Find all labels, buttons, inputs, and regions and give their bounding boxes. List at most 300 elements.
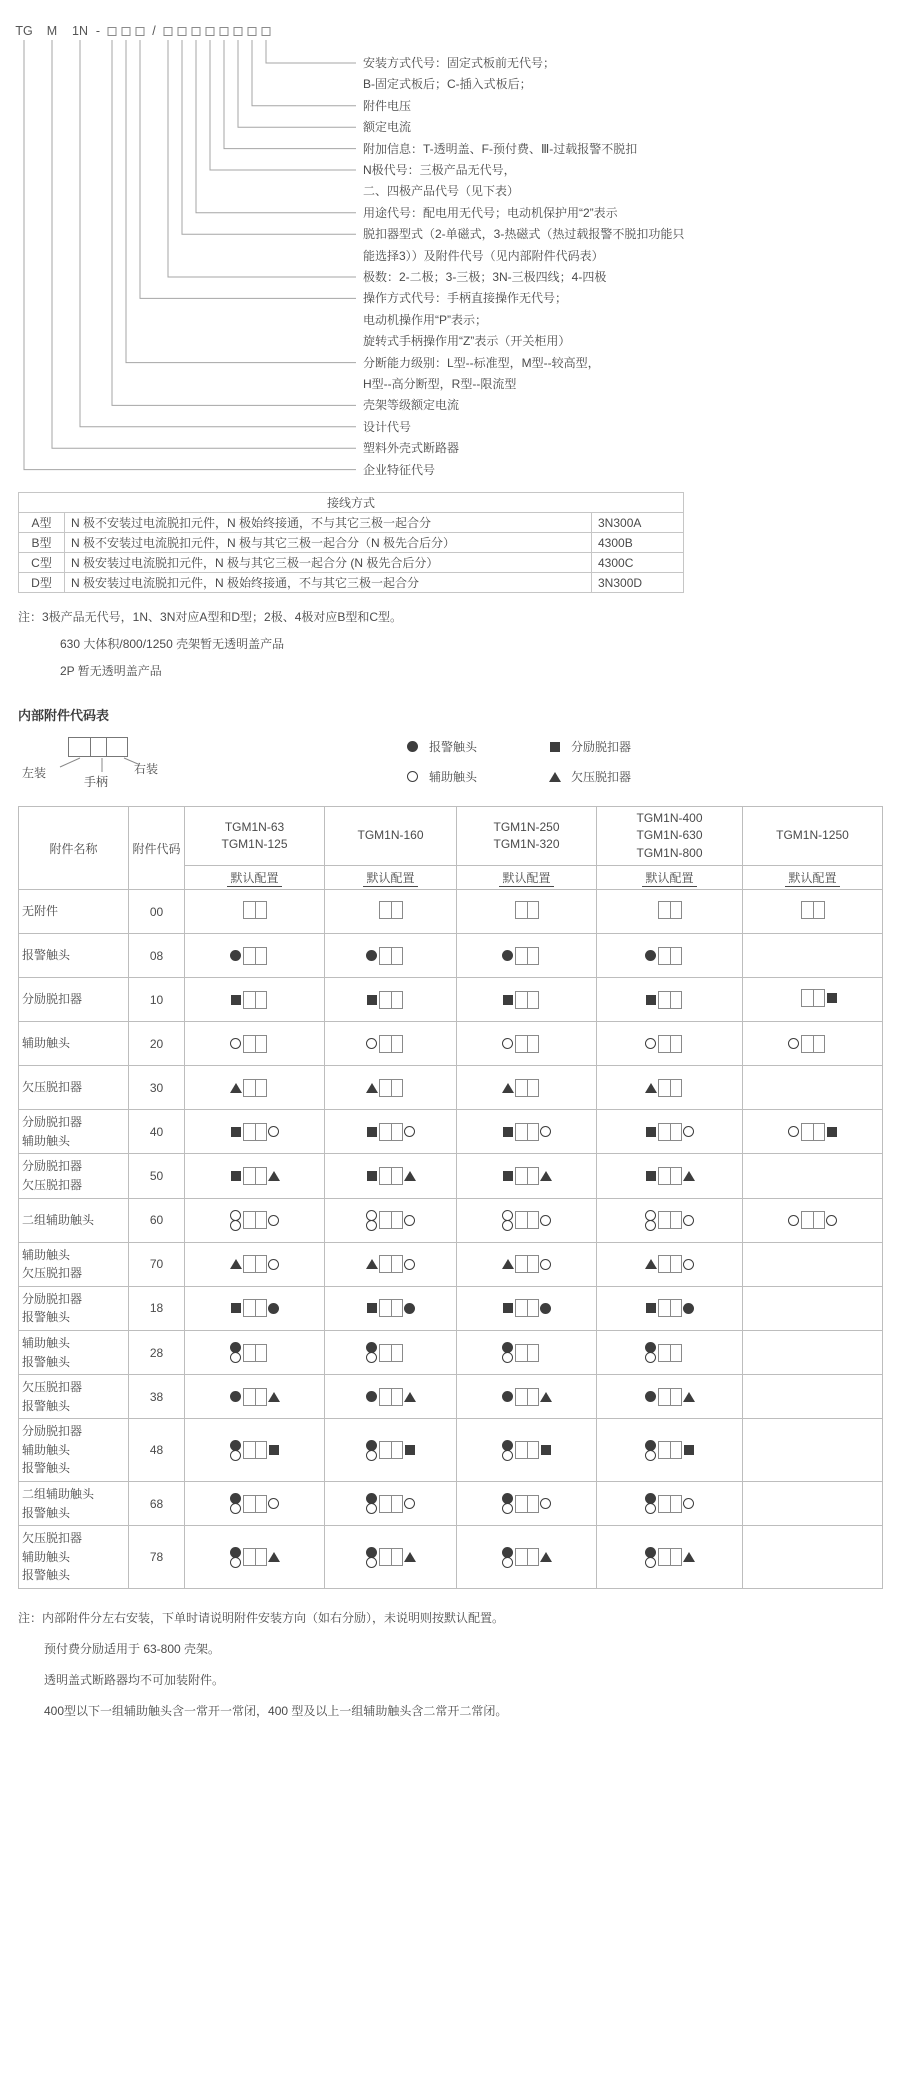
right-mount-slot [825, 1034, 839, 1054]
right-mount-slot [539, 1210, 553, 1230]
left-mount-slot [229, 1122, 243, 1142]
undervoltage-release-icon [366, 1083, 378, 1093]
auxiliary-contact-icon [404, 1498, 415, 1509]
handle-box [515, 1167, 539, 1185]
config-cell [325, 1066, 457, 1110]
right-mount-slot [539, 1166, 553, 1186]
left-mount-slot [644, 1078, 658, 1098]
accessory-code: 10 [129, 978, 185, 1022]
config-diagram [501, 1034, 553, 1054]
right-mount-label: 右装 [134, 762, 159, 776]
accessory-name [19, 1110, 129, 1154]
auxiliary-contact-icon [366, 1557, 377, 1568]
left-mount-slot [229, 1078, 243, 1098]
col-header-model [743, 807, 883, 866]
left-mount-slot [787, 1034, 801, 1054]
col-header-model [325, 807, 457, 866]
model-code-placeholder-box [206, 27, 215, 36]
config-cell [743, 934, 883, 978]
right-mount-slot [682, 1440, 696, 1460]
left-mount-slot [644, 1342, 658, 1363]
accessory-row [19, 934, 883, 978]
accessory-row [19, 1419, 883, 1482]
right-mount-slot [682, 1387, 696, 1407]
wiring-method-table [18, 492, 684, 593]
right-mount-slot [403, 1122, 417, 1142]
auxiliary-contact-icon [683, 1215, 694, 1226]
left-mount-slot [787, 1122, 801, 1142]
auxiliary-contact-icon [788, 1038, 799, 1049]
handle-box [379, 991, 403, 1009]
note-line: 630 大体积/800/1250 壳架暂无透明盖产品 [60, 637, 285, 651]
right-mount-slot [403, 1254, 417, 1274]
config-diagram [501, 1493, 553, 1514]
model-code-label: 企业特征代号 [363, 462, 436, 477]
undervoltage-release-icon [404, 1171, 416, 1181]
config-diagram [501, 1254, 553, 1274]
handle-box [658, 1495, 682, 1513]
auxiliary-contact-icon [230, 1557, 241, 1568]
right-mount-slot [682, 1034, 696, 1054]
legend-symbol [406, 741, 419, 752]
alarm-contact-icon [540, 1303, 551, 1314]
handle-box [379, 1344, 403, 1362]
accessory-row [19, 890, 883, 934]
undervoltage-release-icon [540, 1552, 552, 1562]
config-diagram [787, 1122, 839, 1142]
config-cell [185, 1154, 325, 1198]
accessory-row [19, 1022, 883, 1066]
accessory-name-line: 报警触头 [22, 1354, 71, 1369]
auxiliary-contact-icon [502, 1038, 513, 1049]
connector-line [210, 40, 356, 170]
left-mount-slot [644, 1440, 658, 1461]
accessory-name-line: 报警触头 [22, 948, 71, 963]
handle-box [658, 1035, 682, 1053]
auxiliary-contact-icon [502, 1352, 513, 1363]
accessory-name-line: 二组辅助触头 [22, 1212, 95, 1227]
config-diagram [365, 990, 417, 1010]
right-mount-slot [682, 1078, 696, 1098]
accessory-row [19, 1375, 883, 1419]
auxiliary-contact-icon [407, 771, 418, 782]
config-diagram [644, 946, 696, 966]
handle-box [379, 1079, 403, 1097]
col-header-accessory-code: 附件代码 [129, 807, 185, 890]
config-cell [185, 890, 325, 934]
shunt-release-icon [550, 742, 560, 752]
auxiliary-contact-icon [502, 1557, 513, 1568]
left-mount-slot [365, 900, 379, 920]
config-cell [457, 1242, 597, 1286]
alarm-contact-icon [230, 950, 241, 961]
config-cell [457, 1110, 597, 1154]
config-cell [457, 1022, 597, 1066]
note-line: 透明盖式断路器均不可加装附件。 [44, 1673, 225, 1688]
config-cell [597, 1242, 743, 1286]
config-diagram [229, 1078, 281, 1098]
shunt-release-icon [367, 995, 377, 1005]
model-code-placeholder-box [122, 27, 131, 36]
config-cell [325, 978, 457, 1022]
config-cell [597, 1330, 743, 1374]
right-mount-slot [403, 1547, 417, 1567]
auxiliary-contact-icon [683, 1259, 694, 1270]
handle-area [91, 738, 107, 756]
legend-symbol [548, 742, 561, 752]
accessory-name-line: 欠压脱扣器 [22, 1380, 83, 1395]
model-code-segment: TG [15, 24, 33, 38]
model-name: TGM1N-160 [357, 828, 424, 843]
config-diagram [229, 1122, 281, 1142]
left-mount-slot [501, 1342, 515, 1363]
undervoltage-release-icon [540, 1171, 552, 1181]
config-cell [185, 1482, 325, 1526]
note-line: 400型以下一组辅助触头含一常开一常闭，400 型及以上一组辅助触头含二常开二常闭。 [44, 1704, 508, 1719]
model-code-label: 能选择3））及附件代号（见内部附件代码表） [363, 248, 604, 263]
handle-box [379, 1548, 403, 1566]
handle-box [658, 1548, 682, 1566]
accessory-code: 68 [129, 1482, 185, 1526]
handle-box [379, 1441, 403, 1459]
right-mount-slot [682, 1122, 696, 1142]
accessory-name [19, 1482, 129, 1526]
config-diagram [229, 1034, 281, 1054]
auxiliary-contact-icon [683, 1126, 694, 1137]
right-mount-slot [267, 1440, 281, 1460]
config-cell [743, 1526, 883, 1589]
model-code-separator: / [152, 24, 156, 38]
left-mount-slot [365, 1298, 379, 1318]
config-diagram [501, 990, 553, 1010]
config-cell [457, 1419, 597, 1482]
undervoltage-release-icon [502, 1083, 514, 1093]
accessory-row [19, 1482, 883, 1526]
accessory-row [19, 1330, 883, 1374]
handle-box [658, 991, 682, 1009]
right-mount-slot [539, 990, 553, 1010]
left-mount-slot [365, 1493, 379, 1514]
config-cell [325, 1110, 457, 1154]
config-diagram [644, 1166, 696, 1186]
accessory-code: 30 [129, 1066, 185, 1110]
handle-box [379, 947, 403, 965]
accessory-name-line: 辅助触头 [22, 1133, 71, 1148]
config-diagram [229, 1298, 281, 1318]
accessory-table-title: 内部附件代码表 [18, 708, 110, 723]
config-diagram [365, 1387, 417, 1407]
config-diagram [229, 1547, 281, 1568]
model-name: TGM1N-800 [636, 845, 703, 860]
config-cell [457, 890, 597, 934]
left-mount-slot [787, 1210, 801, 1230]
right-mount-slot [539, 900, 553, 920]
handle-box [658, 1441, 682, 1459]
config-diagram [644, 1547, 696, 1568]
handle-box [379, 901, 403, 919]
shunt-release-icon [367, 1303, 377, 1313]
internal-accessory-section [18, 705, 882, 1719]
auxiliary-contact-icon [230, 1210, 241, 1221]
config-cell [597, 890, 743, 934]
handle-box [515, 1123, 539, 1141]
left-mount-slot [229, 1440, 243, 1461]
accessory-code: 40 [129, 1110, 185, 1154]
auxiliary-contact-icon [366, 1503, 377, 1514]
config-cell [457, 1375, 597, 1419]
right-mount-slot [825, 988, 839, 1008]
left-mount-slot [229, 990, 243, 1010]
config-cell [597, 1482, 743, 1526]
left-mount-slot [501, 1493, 515, 1514]
handle-box [243, 1548, 267, 1566]
accessory-code: 50 [129, 1154, 185, 1198]
accessory-name-line: 分励脱扣器 [22, 992, 83, 1007]
config-diagram [365, 1440, 417, 1461]
config-cell [743, 1419, 883, 1482]
wiring-header-row [19, 493, 684, 513]
right-mount-slot [403, 1078, 417, 1098]
wiring-code: 4300C [592, 553, 684, 573]
handle-box [243, 1441, 267, 1459]
handle-box [515, 1079, 539, 1097]
shunt-release-icon [503, 1127, 513, 1137]
config-diagram [365, 1547, 417, 1568]
model-code-segment: M [46, 24, 58, 38]
accessory-code: 60 [129, 1198, 185, 1242]
config-diagram [501, 1440, 553, 1461]
config-cell [457, 978, 597, 1022]
model-code-label: H型--高分断型，R型--限流型 [363, 377, 517, 391]
shunt-release-icon [405, 1445, 415, 1455]
right-mount-slot [539, 1298, 553, 1318]
left-mount-slot [787, 988, 801, 1008]
default-config-label: 默认配置 [227, 871, 281, 887]
accessory-code: 08 [129, 934, 185, 978]
note-line: 预付费分励适用于 63-800 壳架。 [44, 1642, 221, 1657]
config-diagram [365, 1210, 417, 1231]
default-config-header [743, 866, 883, 890]
undervoltage-release-icon [230, 1083, 242, 1093]
left-mount-slot [644, 1298, 658, 1318]
handle-box [243, 1211, 267, 1229]
accessory-name-line: 二组辅助触头 [22, 1487, 95, 1502]
connector-line [238, 40, 356, 127]
config-diagram [501, 900, 553, 920]
legend-symbol [548, 772, 561, 782]
shunt-release-icon [646, 1171, 656, 1181]
config-cell [743, 1286, 883, 1330]
config-diagram [501, 1166, 553, 1186]
left-mount-slot [644, 1493, 658, 1514]
right-mount-slot [267, 1298, 281, 1318]
config-diagram [365, 1254, 417, 1274]
right-mount-slot [539, 1034, 553, 1054]
alarm-contact-icon [366, 950, 377, 961]
model-code-placeholder-box [192, 27, 201, 36]
accessory-code: 48 [129, 1419, 185, 1482]
config-diagram [644, 1298, 696, 1318]
wiring-description: N 极安装过电流脱扣元件，N 极与其它三极一起合分 (N 极先合后分） [65, 553, 592, 573]
auxiliary-contact-icon [788, 1215, 799, 1226]
config-cell [325, 1419, 457, 1482]
default-config-header [457, 866, 597, 890]
model-code-placeholder-box [178, 27, 187, 36]
config-cell [743, 1154, 883, 1198]
accessory-name-line: 欠压脱扣器 [22, 1266, 83, 1281]
config-diagram [365, 1166, 417, 1186]
accessory-row [19, 1154, 883, 1198]
symbol-legend [406, 738, 710, 785]
model-code-placeholder-box [234, 27, 243, 36]
wiring-description: N 极不安装过电流脱扣元件，N 极始终接通，不与其它三极一起合分 [65, 513, 592, 533]
auxiliary-contact-icon [230, 1220, 241, 1231]
accessory-name-line: 辅助触头 [22, 1442, 71, 1457]
accessory-name-line: 辅助触头 [22, 1247, 71, 1262]
left-mount-slot [644, 900, 658, 920]
handle-box [515, 901, 539, 919]
left-mount-slot [501, 1387, 515, 1407]
alarm-contact-icon [502, 950, 513, 961]
handle-box [379, 1035, 403, 1053]
right-mount-slot [539, 1254, 553, 1274]
handle-box [243, 1495, 267, 1513]
legend-item [548, 768, 710, 785]
right-mount-slot [403, 990, 417, 1010]
config-diagram [365, 1298, 417, 1318]
auxiliary-contact-icon [645, 1352, 656, 1363]
shunt-release-icon [503, 1303, 513, 1313]
config-cell [325, 890, 457, 934]
left-mount-slot [229, 946, 243, 966]
config-cell [743, 1022, 883, 1066]
auxiliary-contact-icon [540, 1126, 551, 1137]
undervoltage-release-icon [366, 1259, 378, 1269]
accessory-code: 00 [129, 890, 185, 934]
model-code-label: 壳架等级额定电流 [363, 398, 460, 413]
note-line: 注：3极产品无代号，1N、3N对应A型和D型；2极、4极对应B型和C型。 [18, 610, 403, 624]
col-header-model [597, 807, 743, 866]
right-mount-slot [267, 1210, 281, 1230]
config-diagram [501, 1298, 553, 1318]
handle-box [515, 1035, 539, 1053]
accessory-name [19, 1286, 129, 1330]
handle-label: 手柄 [84, 775, 109, 789]
right-mount-slot [267, 990, 281, 1010]
handle-box [243, 1299, 267, 1317]
shunt-release-icon [231, 1303, 241, 1313]
model-name: TGM1N-630 [636, 828, 703, 843]
config-diagram [644, 1034, 696, 1054]
right-mount-slot [267, 1078, 281, 1098]
config-cell [185, 1526, 325, 1589]
handle-box [658, 1211, 682, 1229]
right-mount-slot [539, 1343, 553, 1363]
right-mount-slot [267, 946, 281, 966]
right-mount-slot [682, 1298, 696, 1318]
right-mount-slot [539, 1494, 553, 1514]
config-cell [185, 1022, 325, 1066]
legend-label: 欠压脱扣器 [571, 770, 632, 784]
config-cell [743, 890, 883, 934]
left-mount-slot [501, 1034, 515, 1054]
config-diagram [787, 1034, 839, 1054]
config-diagram [365, 946, 417, 966]
legend-label: 报警触头 [429, 740, 478, 754]
config-cell [325, 1022, 457, 1066]
auxiliary-contact-icon [366, 1210, 377, 1221]
left-mount-slot [229, 1547, 243, 1568]
left-mount-slot [229, 1034, 243, 1054]
accessory-name-line: 报警触头 [22, 1398, 71, 1413]
config-cell [325, 1286, 457, 1330]
config-cell [185, 1330, 325, 1374]
col-header-accessory-name: 附件名称 [19, 807, 129, 890]
wiring-type: D型 [19, 573, 65, 593]
model-code-label: 电动机操作用“P”表示； [363, 312, 487, 327]
auxiliary-contact-icon [268, 1498, 279, 1509]
accessory-row [19, 1110, 883, 1154]
right-mount-slot [539, 1547, 553, 1567]
model-code-label: 分断能力级别：L型--标准型，M型--较高型， [363, 355, 600, 370]
wiring-description: N 极不安装过电流脱扣元件，N 极与其它三极一起合分（N 极先合后分） [65, 533, 592, 553]
wiring-code: 3N300A [592, 513, 684, 533]
left-mount-slot [229, 1342, 243, 1363]
left-mount-slot [501, 1254, 515, 1274]
model-code-label: 安装方式代号：固定式板前无代号； [363, 56, 556, 70]
handle-box [658, 1123, 682, 1141]
connector-line [182, 40, 356, 234]
right-mount-slot [403, 1440, 417, 1460]
model-code-label: 用途代号：配电用无代号；电动机保护用“2”表示 [363, 205, 618, 220]
left-mount-slot [229, 1166, 243, 1186]
auxiliary-contact-icon [788, 1126, 799, 1137]
shunt-release-icon [231, 1127, 241, 1137]
left-mount-slot [229, 900, 243, 920]
right-mount-slot [682, 1343, 696, 1363]
config-diagram [365, 900, 417, 920]
shunt-release-icon [646, 1127, 656, 1137]
auxiliary-contact-icon [540, 1498, 551, 1509]
handle-box [801, 901, 825, 919]
wiring-row [19, 533, 684, 553]
config-cell [743, 1375, 883, 1419]
connector-line [126, 40, 356, 363]
handle-box [243, 1255, 267, 1273]
accessory-code: 78 [129, 1526, 185, 1589]
default-config-label: 默认配置 [363, 871, 417, 887]
undervoltage-release-icon [645, 1259, 657, 1269]
shunt-release-icon [541, 1445, 551, 1455]
accessory-name [19, 1375, 129, 1419]
config-diagram [229, 1387, 281, 1407]
wiring-type: A型 [19, 513, 65, 533]
undervoltage-release-icon [683, 1171, 695, 1181]
accessory-row [19, 1286, 883, 1330]
right-mount-slot [539, 946, 553, 966]
handle-box [243, 1344, 267, 1362]
wiring-description: N 极安装过电流脱扣元件，N 极始终接通，不与其它三极一起合分 [65, 573, 592, 593]
left-mount-slot [644, 1254, 658, 1274]
accessory-name-line: 欠压脱扣器 [22, 1080, 83, 1095]
diagram-and-legend [18, 736, 882, 794]
config-diagram [787, 900, 839, 920]
shunt-release-icon [503, 1171, 513, 1181]
connector-line [224, 40, 356, 149]
auxiliary-contact-icon [826, 1215, 837, 1226]
auxiliary-contact-icon [230, 1038, 241, 1049]
model-code-label: N极代号：三极产品无代号， [363, 163, 516, 177]
